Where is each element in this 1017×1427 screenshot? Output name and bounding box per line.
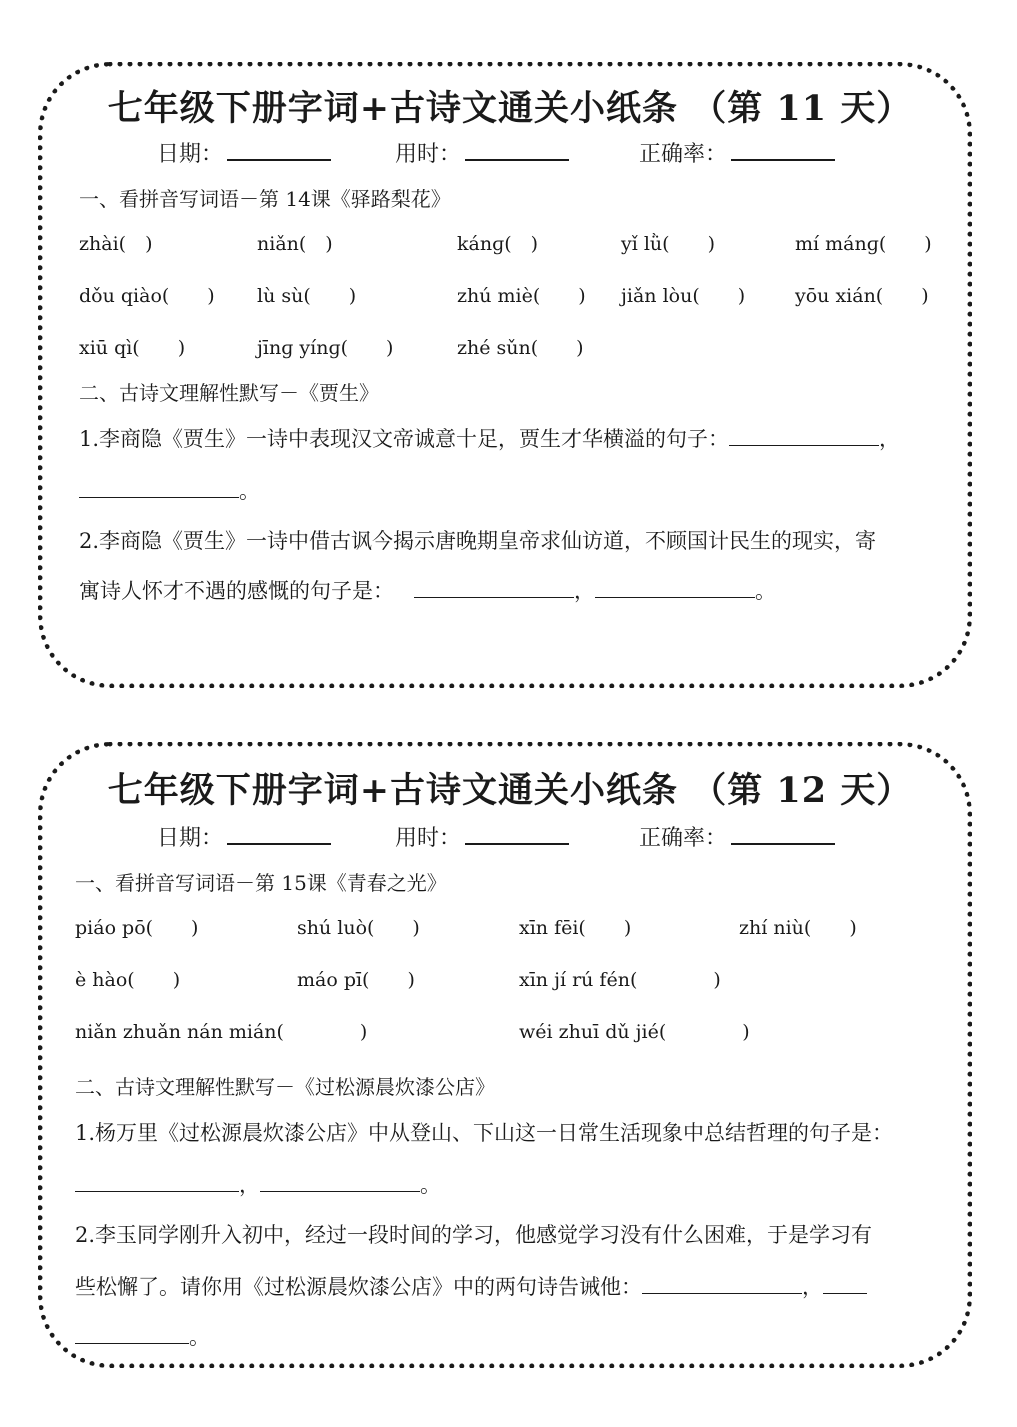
question-2-cont: 寓诗人怀才不遇的感慨的句子是： ， 。 [79, 579, 776, 603]
pinyin-item[interactable]: yōu xián( ) [795, 285, 929, 307]
pinyin-item[interactable]: zhí niù( ) [739, 917, 857, 939]
time-field[interactable]: 用时： [395, 821, 569, 852]
pinyin-item[interactable]: yǐ lǜ( ) [621, 233, 715, 255]
question-1-cont: 。 [79, 475, 260, 505]
card-title: 七年级下册字词+古诗文通关小纸条 （第 11 天） [107, 88, 913, 129]
section1-title: 一、看拼音写词语－第 14课《驿路梨花》 [79, 187, 451, 211]
question-1: 1.杨万里《过松源晨炊漆公店》中从登山、下山这一日常生活现象中总结哲理的句子是： [75, 1121, 894, 1145]
accuracy-field[interactable]: 正确率： [639, 137, 835, 168]
answer-blank[interactable] [823, 1275, 867, 1294]
pinyin-item[interactable]: xīn jí rú fén( ) [519, 969, 721, 991]
pinyin-item[interactable]: xiū qì( ) [79, 337, 186, 359]
section1-title: 一、看拼音写词语－第 15课《青春之光》 [75, 871, 447, 895]
question-2-cont2: 。 [75, 1321, 210, 1351]
time-field[interactable]: 用时： [395, 137, 569, 168]
date-field[interactable]: 日期： [157, 137, 331, 168]
answer-blank[interactable] [75, 1325, 189, 1344]
question-1: 1.李商隐《贾生》一诗中表现汉文帝诚意十足，贾生才华横溢的句子： ， [79, 427, 901, 451]
pinyin-item[interactable]: wéi zhuī dǔ jié( ) [519, 1021, 750, 1043]
pinyin-item[interactable]: zhài( ) [79, 233, 153, 255]
pinyin-item[interactable]: è hào( ) [75, 969, 181, 991]
date-field[interactable]: 日期： [157, 821, 331, 852]
pinyin-item[interactable]: jīnɡ yínɡ( ) [257, 337, 394, 359]
pinyin-item[interactable]: piáo pō( ) [75, 917, 199, 939]
answer-blank[interactable] [729, 427, 879, 446]
pinyin-item[interactable]: mí mánɡ( ) [795, 233, 932, 255]
answer-blank[interactable] [75, 1173, 239, 1192]
answer-blank[interactable] [595, 579, 755, 598]
pinyin-item[interactable]: lù sù( ) [257, 285, 357, 307]
pinyin-item[interactable]: máo pī( ) [297, 969, 415, 991]
card-title: 七年级下册字词+古诗文通关小纸条 （第 12 天） [107, 770, 913, 811]
section2-title: 二、古诗文理解性默写－《贾生》 [79, 381, 379, 405]
section2-title: 二、古诗文理解性默写－《过松源晨炊漆公店》 [75, 1075, 495, 1099]
question-1-cont: ， 。 [75, 1169, 441, 1199]
answer-blank[interactable] [79, 479, 239, 498]
worksheet-card-day-12 [38, 742, 972, 1368]
answer-blank[interactable] [642, 1275, 802, 1294]
pinyin-item[interactable]: kánɡ( ) [457, 233, 539, 255]
pinyin-item[interactable]: zhú miè( ) [457, 285, 586, 307]
pinyin-item[interactable]: shú luò( ) [297, 917, 420, 939]
pinyin-item[interactable]: zhé sǔn( ) [457, 337, 584, 359]
pinyin-item[interactable]: niǎn zhuǎn nán mián( ) [75, 1021, 368, 1043]
question-2: 2.李商隐《贾生》一诗中借古讽今揭示唐晚期皇帝求仙访道，不顾国计民生的现实，寄 [79, 529, 877, 553]
pinyin-item[interactable]: dǒu qiào( ) [79, 285, 215, 307]
pinyin-item[interactable]: jiǎn lòu( ) [621, 285, 746, 307]
answer-blank[interactable] [414, 579, 574, 598]
worksheet-card-day-11 [38, 62, 972, 688]
answer-blank[interactable] [260, 1173, 420, 1192]
question-2-cont: 些松懈了。请你用《过松源晨炊漆公店》中的两句诗告诫他： ， [75, 1271, 867, 1301]
pinyin-item[interactable]: niǎn( ) [257, 233, 333, 255]
pinyin-item[interactable]: xīn fēi( ) [519, 917, 632, 939]
question-2: 2.李玉同学刚升入初中，经过一段时间的学习，他感觉学习没有什么困难，于是学习有 [75, 1223, 873, 1247]
accuracy-field[interactable]: 正确率： [639, 821, 835, 852]
